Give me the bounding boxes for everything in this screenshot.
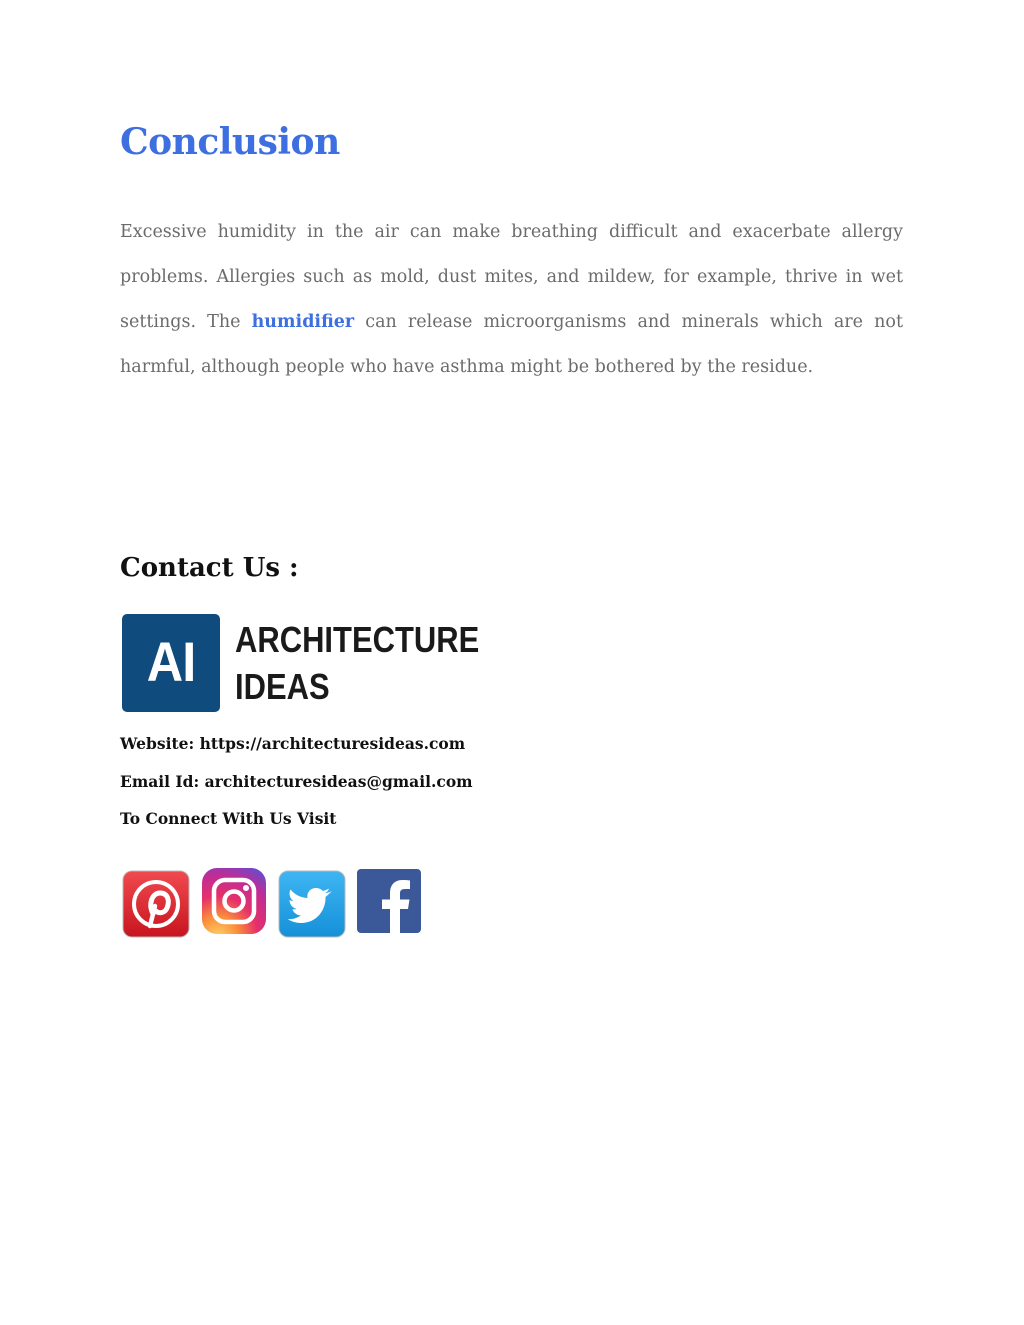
paragraph-text-start: Excessive humidity in the air can make breathing difficult and exacerbate allergy problems. Allergies such as mold, dust mites, and mildew, for example, thrive in wet settings. The <box>120 222 903 332</box>
logo-mark: AI <box>146 630 196 693</box>
humidifier-link[interactable]: humidifier <box>251 312 355 332</box>
social-icons <box>120 850 430 945</box>
twitter-icon[interactable] <box>278 870 346 938</box>
email-line[interactable]: Email Id: architecturesideas@gmail.com <box>120 772 473 791</box>
connect-line: To Connect With Us Visit <box>120 809 337 828</box>
logo-text-line2: IDEAS <box>235 666 330 707</box>
facebook-icon[interactable] <box>356 868 422 934</box>
pinterest-icon[interactable] <box>122 870 190 938</box>
website-line[interactable]: Website: https://architecturesideas.com <box>120 734 466 753</box>
page-title: Conclusion <box>120 121 340 163</box>
conclusion-paragraph <box>120 210 903 390</box>
contact-heading: Contact Us : <box>120 553 299 583</box>
architecture-ideas-logo <box>120 612 500 714</box>
logo-text-line1: ARCHITECTURE <box>235 619 480 660</box>
instagram-icon[interactable] <box>200 864 268 938</box>
paragraph-text-end: can release microorganisms and minerals which are not harmful, although people who have asthma might be bothered by the residue. <box>120 312 903 377</box>
